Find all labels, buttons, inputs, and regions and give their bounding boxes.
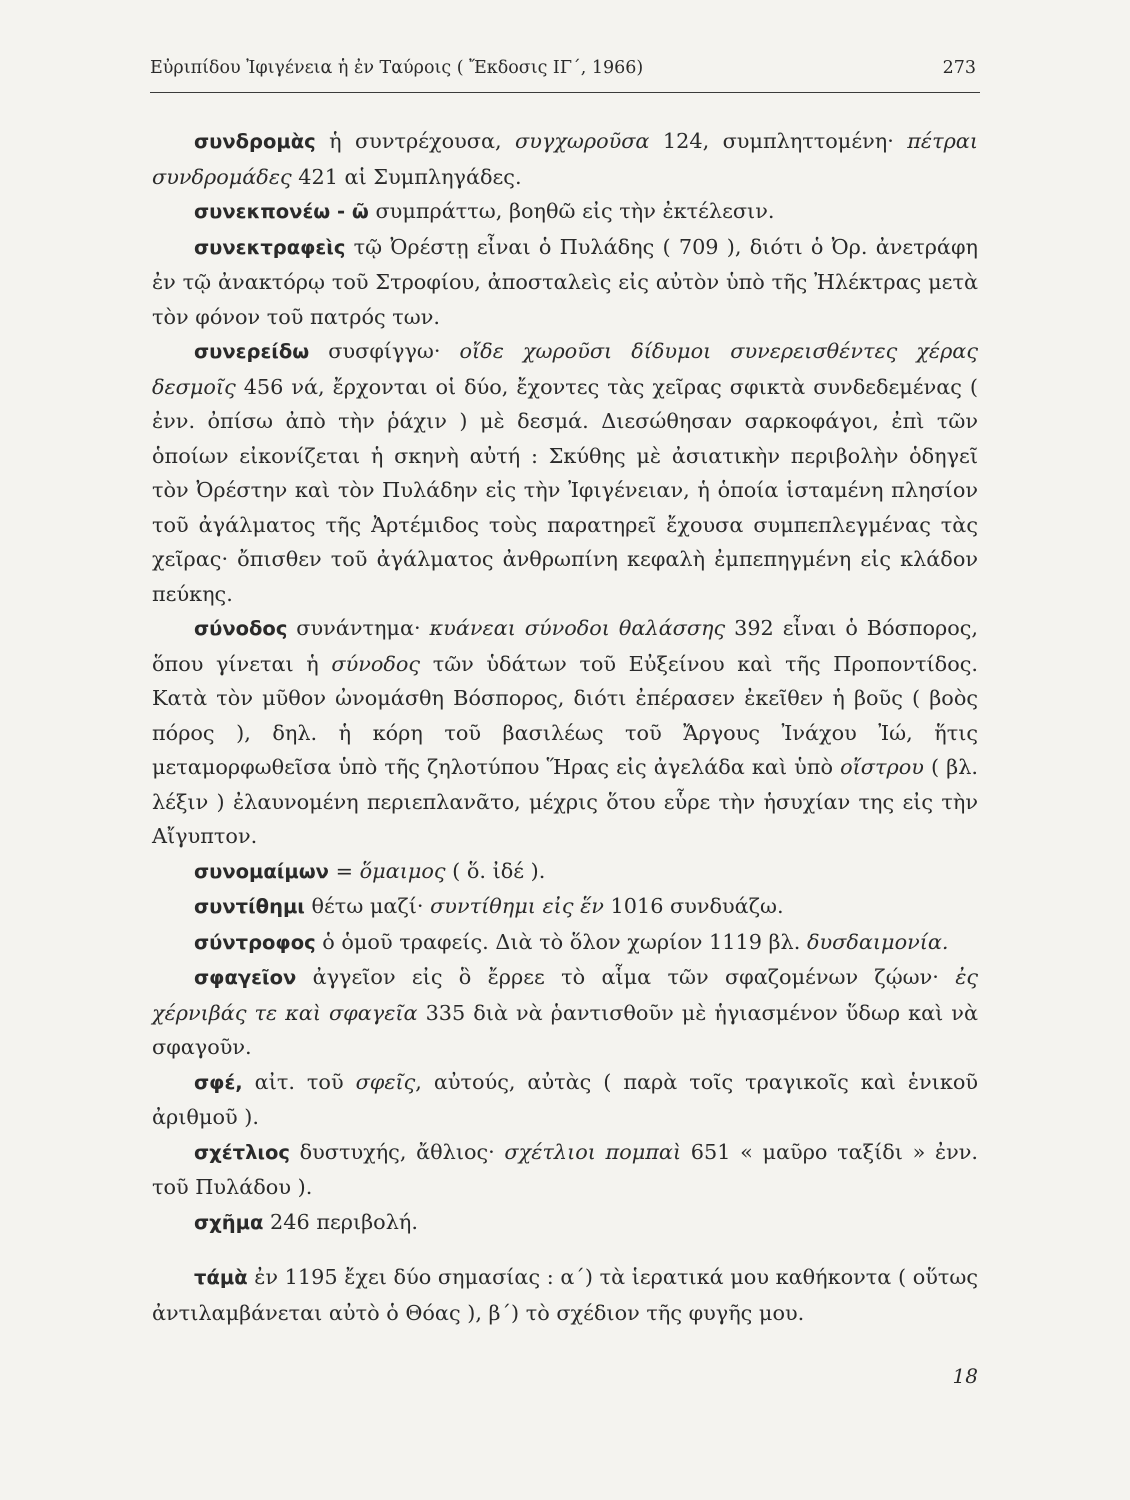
glossary-entry bbox=[152, 1065, 978, 1135]
entry-definition: ἀγγεῖον εἰς ὃ ἔρρεε τὸ αἷμα τῶν σφαζομένων ζῴων· bbox=[296, 965, 956, 989]
entry-citation: συγχωροῦσα bbox=[515, 129, 650, 153]
glossary-entry bbox=[152, 1260, 978, 1330]
entry-definition: ( βλ. λέξιν ) ἐλαυνομένη περιεπλανᾶτο, μέχρις ὅτου εὗρε τὴν ἡσυχίαν της εἰς τὴν Αἴγυπτον. bbox=[152, 755, 978, 848]
glossary-entry bbox=[152, 1205, 978, 1241]
entry-definition: 456 νά, ἔρχονται οἱ δύο, ἔχοντες τὰς χεῖρας σφικτὰ συνδεδεμένας ( ἐνν. ὀπίσω ἀπὸ τὴν ῥάχιν ) μὲ δεσμά. Διεσώθησαν σαρκοφάγοι, ἐπὶ τῶν ὁποίων εἰκονίζεται ἡ σκηνὴ αὐτή : Σκύθης μὲ ἀσιατικὴν περιβολὴν ὁδηγεῖ τὸν Ὀρέστην καὶ τὸν Πυλάδην εἰς τὴν Ἰφιγένειαν, ἡ ὁποία ἱσταμένη πλησίον τοῦ ἀγάλματος τῆς Ἀρτέμιδος τοὺς παρατηρεῖ ἔχουσα συμπεπλεγμένας τὰς χεῖρας· ὄπισθεν τοῦ ἀγάλματος ἀνθρωπίνη κεφαλὴ ἐμπεπηγμένη εἰς κλάδον πεύκης. bbox=[152, 374, 978, 606]
glossary-entry bbox=[152, 124, 978, 194]
glossary-entry bbox=[152, 334, 978, 611]
entry-citation: σφεῖς bbox=[355, 1069, 416, 1094]
header-rule bbox=[150, 92, 980, 93]
entry-citation: ἐς χέρνιβάς τε καὶ σφαγεῖα bbox=[152, 965, 978, 1025]
entry-citation: σύνοδος bbox=[331, 651, 421, 676]
entry-definition: τῷ Ὀρέστῃ εἶναι ὁ Πυλάδης ( 709 ), διότι ὁ Ὀρ. ἀνετράφη ἐν τῷ ἀνακτόρῳ τοῦ Στροφίου, ἀποσταλεὶς εἰς αὐτὸν ὑπὸ τῆς Ἠλέκτρας μετὰ τὸν φόνον τοῦ πατρός των. bbox=[152, 234, 978, 329]
entry-definition: ἐν 1195 ἔχει δύο σημασίας : α΄) τὰ ἱερατικά μου καθήκοντα ( οὕτως ἀντιλαμβάνεται αὐτὸ ὁ Θόας ), β΄) τὸ σχέδιον τῆς φυγῆς μου. bbox=[152, 1265, 978, 1325]
entry-headword: συνομαίμων bbox=[194, 859, 329, 883]
entry-citation: οἴδε χωροῦσι δίδυμοι συνερεισθέντες χέρας δεσμοῖς bbox=[152, 339, 979, 399]
entry-citation: πέτραι συνδρομάδες bbox=[152, 129, 978, 189]
entry-definition: 1016 συνδυάζω. bbox=[603, 894, 784, 918]
entry-definition: 392 εἶναι ὁ Βόσπορος, ὅπου γίνεται ἡ bbox=[152, 616, 978, 676]
entry-definition: συμπράττω, βοηθῶ εἰς τὴν ἐκτέλεσιν. bbox=[368, 199, 775, 223]
entry-headword: σφέ, bbox=[194, 1070, 243, 1094]
entry-headword: σφαγεῖον bbox=[194, 966, 297, 989]
entry-headword: συνερείδω bbox=[194, 340, 310, 363]
entry-headword: τάμὰ bbox=[194, 1266, 248, 1289]
glossary-entry bbox=[152, 1135, 978, 1205]
entry-definition: τῶν ὑδάτων τοῦ Εὐξείνου καὶ τῆς Προποντίδος. Κατὰ τὸν μῦθον ὠνομάσθη Βόσπορος, διότι ἐπέρασεν ἐκεῖθεν ἡ βοῦς ( βοὸς πόρος ), δηλ. ἡ κόρη τοῦ βασιλέως τοῦ Ἄργους Ἰνάχου Ἰώ, ἥτις μεταμορφωθεῖσα ὑπὸ τῆς ζηλοτύπου Ἥρας εἰς ἀγελάδα καὶ ὑπὸ bbox=[152, 651, 978, 779]
entry-definition: = bbox=[328, 858, 360, 883]
glossary-entry bbox=[152, 854, 978, 890]
entry-citation: ὅμαιμος bbox=[359, 858, 446, 883]
entry-headword: συντίθημι bbox=[194, 895, 305, 918]
entry-definition: συσφίγγω· bbox=[309, 339, 460, 363]
entry-definition: , αὐτούς, αὐτὰς ( παρὰ τοῖς τραγικοῖς καὶ ἑνικοῦ ἀριθμοῦ ). bbox=[152, 1069, 978, 1129]
entry-citation: συντίθημι εἰς ἕν bbox=[430, 894, 604, 918]
entry-headword: συνεκπονέω - ῶ bbox=[194, 200, 369, 223]
glossary-entry bbox=[152, 611, 978, 854]
entry-citation: δυσδαιμονία. bbox=[806, 929, 949, 954]
glossary-entry bbox=[152, 960, 978, 1065]
entry-definition: αἰτ. τοῦ bbox=[242, 1069, 356, 1094]
entry-definition: συνάντημα· bbox=[287, 616, 430, 640]
entry-headword: σύντροφος bbox=[194, 930, 316, 954]
glossary-entry bbox=[152, 925, 978, 961]
entry-headword: σχέτλιος bbox=[194, 1140, 290, 1164]
entry-headword: συνδρομὰς bbox=[194, 130, 316, 153]
entry-citation: κυάνεαι σύνοδοι θαλάσσης bbox=[429, 616, 726, 640]
entry-headword: σχῆμα bbox=[194, 1210, 264, 1234]
entry-citation: σχέτλιοι πομπαὶ bbox=[504, 1139, 682, 1164]
glossary-entry bbox=[152, 889, 978, 925]
entry-headword: σύνοδος bbox=[194, 617, 288, 640]
glossary-entry bbox=[152, 230, 978, 335]
entry-definition: 335 διὰ νὰ ῥαντισθοῦν μὲ ἡγιασμένον ὕδωρ καὶ νὰ σφαγοῦν. bbox=[152, 1000, 978, 1059]
entry-definition: 246 περιβολή. bbox=[263, 1209, 418, 1234]
entry-definition: ἡ συντρέχουσα, bbox=[315, 129, 516, 153]
entry-definition: ( ὅ. ἰδέ ). bbox=[445, 858, 546, 883]
running-title: Εὐριπίδου Ἰφιγένεια ἡ ἐν Ταύροις ( Ἔκδοσις ΙΓ΄, 1966) bbox=[150, 58, 644, 78]
page-number: 273 bbox=[942, 58, 976, 78]
entry-definition: 421 αἱ Συμπληγάδες. bbox=[291, 164, 522, 189]
running-header bbox=[150, 58, 980, 88]
entry-definition: 651 « μαῦρο ταξίδι » ἐνν. τοῦ Πυλάδου ). bbox=[152, 1139, 978, 1199]
entry-definition: 124, συμπληττομένη· bbox=[649, 129, 908, 153]
glossary-body bbox=[152, 124, 978, 1330]
signature-number: 18 bbox=[952, 1364, 978, 1388]
entry-definition: δυστυχής, ἄθλιος· bbox=[289, 1139, 505, 1164]
entry-definition: ὁ ὁμοῦ τραφείς. Διὰ τὸ ὅλον χωρίον 1119 βλ. bbox=[315, 929, 807, 954]
entry-definition: θέτω μαζί· bbox=[304, 894, 431, 918]
entry-headword: συνεκτραφεὶς bbox=[194, 235, 346, 259]
glossary-entry bbox=[152, 194, 978, 230]
entry-citation: οἴστρου bbox=[840, 755, 924, 779]
